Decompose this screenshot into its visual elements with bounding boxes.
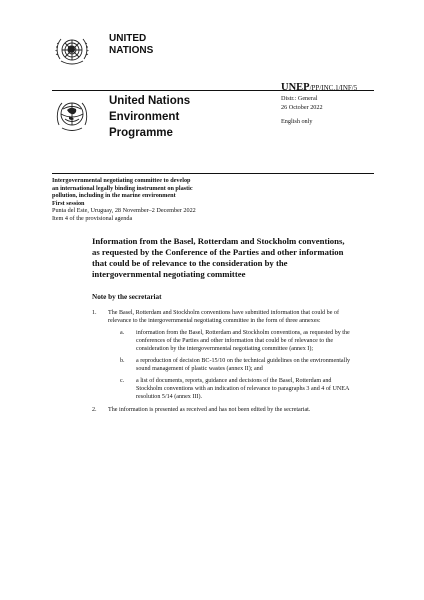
paragraph-1	[108, 310, 339, 326]
paragraph-2-line-1: The information is presented as received and has not been edited by the secretariat.	[108, 407, 311, 413]
item-c-line-2: Stockholm conventions with an indication of relevance to paragraphs 3 and 4 of UNEA	[136, 385, 350, 392]
agenda-item: Item 4 of the provisional agenda	[52, 214, 133, 222]
language-note: English only	[281, 118, 313, 125]
document-title	[92, 236, 382, 280]
paragraph-1-line-2: relevance to the intergovernmental negotiating committee in the form of three annexes:	[108, 317, 321, 324]
title-line-1: Information from the Basel, Rotterdam and Stockholm conventions,	[92, 236, 345, 246]
unep-name-line-1: United Nations	[109, 95, 191, 107]
paragraph-1-line-1: The Basel, Rotterdam and Stockholm conventions have submitted information that could be of	[108, 310, 340, 316]
document-date: 26 October 2022	[281, 103, 323, 111]
unep-name	[109, 93, 190, 141]
un-emblem-icon	[52, 31, 92, 71]
item-c-line-3: resolution 5/14 (annex III).	[136, 393, 202, 400]
paragraph-2-number: 2.	[92, 407, 97, 413]
title-line-2: as requested by the Conference of the Parties and other information	[92, 247, 344, 257]
document-symbol	[281, 82, 357, 94]
unep-logo-icon	[52, 96, 92, 136]
meeting-info	[52, 177, 252, 223]
item-a-line-3: consideration by the intergovernmental negotiating committee (annex I);	[136, 345, 314, 352]
item-b	[136, 358, 350, 374]
unep-name-line-3: Programme	[109, 127, 173, 139]
meeting-line-2: an international legally binding instrument on plastic	[52, 184, 193, 192]
header-rule	[52, 90, 374, 91]
item-c	[136, 378, 349, 401]
meeting-rule	[52, 173, 374, 174]
item-a-line-1: information from the Basel, Rotterdam and Stockholm conventions, as requested by the	[136, 330, 350, 336]
un-name-line-1: UNITED	[109, 33, 147, 44]
symbol-main: UNEP	[281, 82, 310, 93]
un-name-line-2: NATIONS	[109, 45, 154, 56]
item-a-letter: a.	[120, 330, 125, 336]
title-line-3: that could be of relevance to the consideration by the	[92, 258, 288, 268]
item-b-line-2: sound management of plastic wastes (annex II); and	[136, 365, 263, 372]
item-b-line-1: a reproduction of decision BC-15/10 on the technical guidelines on the environmentally	[136, 358, 351, 364]
item-b-letter: b.	[120, 358, 125, 364]
meeting-session: First session	[52, 199, 85, 207]
item-a	[136, 330, 350, 353]
meeting-line-1: Intergovernmental negotiating committee to develop	[52, 177, 191, 184]
note-heading: Note by the secretariat	[92, 293, 162, 301]
item-c-line-1: a list of documents, reports, guidance and decisions of the Basel, Rotterdam and	[136, 378, 332, 384]
item-a-line-2: conferences of the Parties and other information that could be of relevance to the	[136, 337, 334, 344]
title-line-4: intergovernmental negotiating committee	[92, 269, 246, 279]
item-c-letter: c.	[120, 378, 125, 384]
distribution: Distr.: General	[281, 95, 318, 102]
unep-name-line-2: Environment	[109, 111, 180, 123]
meeting-line-3: pollution, including in the marine environment	[52, 192, 176, 200]
paragraph-1-number: 1.	[92, 310, 97, 316]
un-name	[109, 33, 153, 57]
distribution-info	[281, 95, 323, 127]
symbol-rest: /PP/INC.1/INF/5	[309, 84, 358, 92]
paragraph-2	[108, 407, 310, 415]
meeting-venue: Punta del Este, Uruguay, 28 November–2 December 2022	[52, 207, 196, 215]
